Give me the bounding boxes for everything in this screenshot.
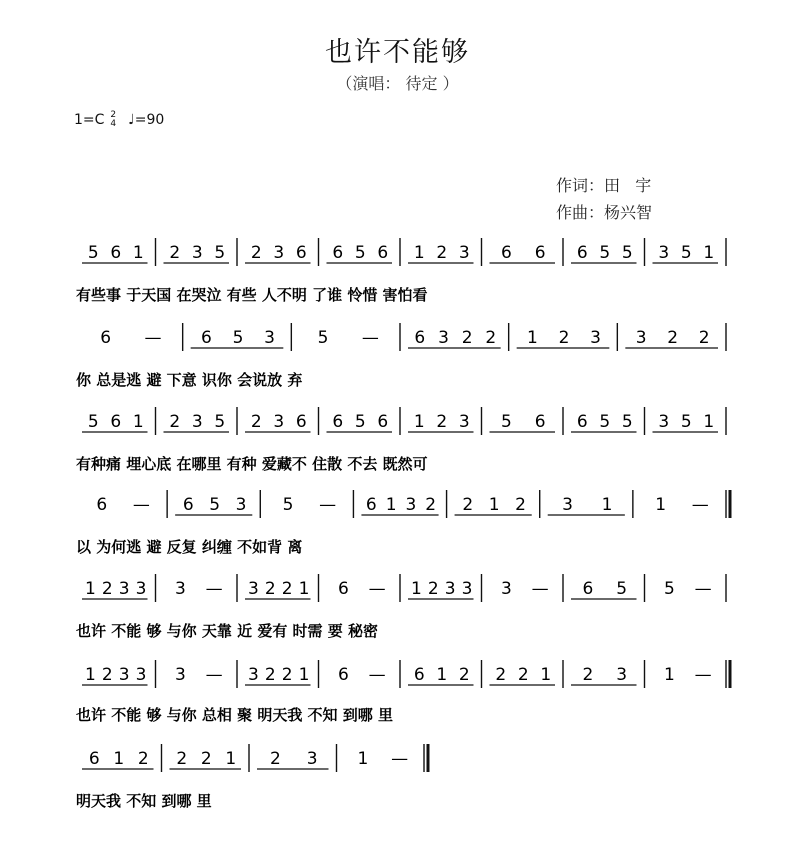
note: — [319, 495, 337, 515]
note: 3 [273, 412, 285, 432]
note: 1 [703, 243, 715, 263]
note: 1 [85, 665, 96, 685]
note: 5 [680, 412, 692, 432]
note: 5 [214, 243, 226, 263]
note: 2 [425, 495, 437, 515]
note: — [361, 328, 379, 348]
note: 3 [306, 749, 318, 769]
note: 1 [413, 243, 425, 263]
note: 5 [354, 412, 366, 432]
note: 2 [667, 328, 679, 348]
note: 6 [413, 665, 425, 685]
note: 2 [458, 665, 470, 685]
note: 2 [495, 665, 507, 685]
note: 5 [599, 412, 611, 432]
note: 2 [462, 495, 474, 515]
note: 3 [444, 579, 456, 599]
note: 3 [438, 328, 449, 348]
note: 2 [264, 579, 276, 599]
note: 2 [169, 243, 181, 263]
note: 3 [461, 579, 473, 599]
note: 5 [354, 243, 366, 263]
singer-line: （演唱： 待定 ） [336, 74, 459, 93]
note: 1 [298, 579, 310, 599]
note: 5 [621, 412, 633, 432]
note: 6 [365, 495, 377, 515]
note: 6 [295, 412, 307, 432]
note: 1 [132, 243, 144, 263]
note: 2 [101, 579, 113, 599]
note: 6 [332, 412, 344, 432]
note: 6 [96, 495, 108, 515]
note: 3 [135, 579, 147, 599]
note: 2 [101, 665, 113, 685]
note: 5 [663, 579, 675, 599]
note: 3 [191, 243, 203, 263]
note: 3 [135, 665, 147, 685]
note: 5 [232, 328, 244, 348]
note: 5 [317, 328, 329, 348]
note: 2 [269, 749, 281, 769]
note: 5 [621, 243, 633, 263]
lyric-line: 有些事 于天国 在哭泣 有些 人不明 了谁 怜惜 害怕看 [76, 286, 428, 304]
note: 1 [411, 579, 422, 599]
note: 6 [332, 243, 344, 263]
note: 6 [534, 412, 546, 432]
note: 1 [413, 412, 425, 432]
note: 5 [500, 412, 512, 432]
lyric-line: 也许 不能 够 与你 天靠 近 爱有 时需 要 秘密 [76, 622, 379, 640]
note: 1 [132, 412, 144, 432]
note: 5 [209, 495, 221, 515]
note: — [694, 579, 712, 599]
note: — [694, 665, 712, 685]
note: 6 [414, 328, 426, 348]
lyric-line: 你 总是逃 避 下意 识你 会说放 弃 [76, 371, 303, 389]
note: 3 [590, 328, 601, 348]
note: 3 [248, 665, 259, 685]
note: 1 [527, 328, 538, 348]
note: 2 [281, 665, 293, 685]
note: 3 [562, 495, 573, 515]
lyric-line: 明天我 不知 到哪 里 [76, 792, 212, 810]
note: 6 [110, 243, 122, 263]
note: 2 [582, 665, 594, 685]
note: 5 [282, 495, 294, 515]
note: 2 [176, 749, 188, 769]
note: 3 [658, 243, 670, 263]
note: 6 [576, 412, 588, 432]
note: 1 [113, 749, 125, 769]
note: 6 [500, 243, 512, 263]
note: 6 [377, 412, 389, 432]
note: 6 [88, 749, 100, 769]
note: — [205, 665, 223, 685]
note: 2 [436, 243, 448, 263]
note: — [368, 579, 386, 599]
note: 6 [534, 243, 546, 263]
note: 2 [250, 243, 262, 263]
note: 2 [515, 495, 526, 515]
note: 1 [655, 495, 667, 515]
lyric-line: 有种痛 埋心底 在哪里 有种 爱藏不 住散 不去 既然可 [76, 455, 428, 473]
note: 3 [616, 665, 628, 685]
note: 2 [264, 665, 276, 685]
note: 3 [118, 579, 130, 599]
note: 1 [85, 579, 96, 599]
note: — [144, 328, 162, 348]
note: — [391, 749, 409, 769]
note: 6 [337, 579, 349, 599]
note: — [132, 495, 150, 515]
note: 5 [616, 579, 628, 599]
note: 5 [599, 243, 611, 263]
note: 2 [281, 579, 293, 599]
note: 1 [488, 495, 500, 515]
note: 2 [558, 328, 570, 348]
note: 3 [174, 579, 186, 599]
note: 5 [680, 243, 692, 263]
note: 3 [500, 579, 512, 599]
note: 6 [337, 665, 349, 685]
note: 6 [182, 495, 194, 515]
note: — [531, 579, 549, 599]
note: 1 [703, 412, 715, 432]
note: 2 [485, 328, 497, 348]
note: 3 [458, 412, 470, 432]
note: 6 [100, 328, 112, 348]
note: 6 [377, 243, 389, 263]
note: 5 [87, 243, 99, 263]
note: 5 [87, 412, 99, 432]
note: — [691, 495, 709, 515]
note: 2 [436, 412, 448, 432]
note: 2 [250, 412, 262, 432]
note: 2 [137, 749, 149, 769]
note: 1 [601, 495, 613, 515]
composer-credit: 作曲：杨兴智 [556, 203, 653, 222]
lyric-line: 以 为何逃 避 反复 纠缠 不如背 离 [76, 538, 303, 556]
note: 6 [582, 579, 594, 599]
song-title: 也许不能够 [325, 37, 470, 68]
note: 1 [540, 665, 552, 685]
note: 3 [118, 665, 130, 685]
note: 3 [191, 412, 203, 432]
note: 1 [385, 495, 397, 515]
note: 3 [235, 495, 247, 515]
note: — [368, 665, 386, 685]
note: 2 [461, 328, 473, 348]
note: 6 [295, 243, 307, 263]
note: 3 [273, 243, 285, 263]
note: 1 [436, 665, 448, 685]
note: 2 [427, 579, 439, 599]
note: 3 [658, 412, 670, 432]
note: 5 [214, 412, 226, 432]
tempo-mark: ♩=90 [128, 112, 165, 128]
note: 2 [169, 412, 181, 432]
note: 1 [663, 665, 675, 685]
note: 3 [635, 328, 647, 348]
note: 2 [698, 328, 710, 348]
key-label: 1=C [74, 112, 105, 128]
note: 2 [517, 665, 529, 685]
note: 2 [200, 749, 212, 769]
note: 1 [298, 665, 310, 685]
lyric-line: 也许 不能 够 与你 总相 聚 明天我 不知 到哪 里 [76, 706, 394, 724]
note: 1 [225, 749, 237, 769]
lyricist-credit: 作词：田 宇 [556, 176, 652, 195]
note: 1 [357, 749, 369, 769]
note: 6 [110, 412, 122, 432]
note: 3 [248, 579, 259, 599]
note: 3 [174, 665, 186, 685]
note: — [205, 579, 223, 599]
note: 3 [264, 328, 275, 348]
note: 6 [576, 243, 588, 263]
note: 3 [458, 243, 470, 263]
note: 6 [201, 328, 212, 348]
note: 3 [405, 495, 417, 515]
time-signature: 2 4 [110, 110, 117, 129]
